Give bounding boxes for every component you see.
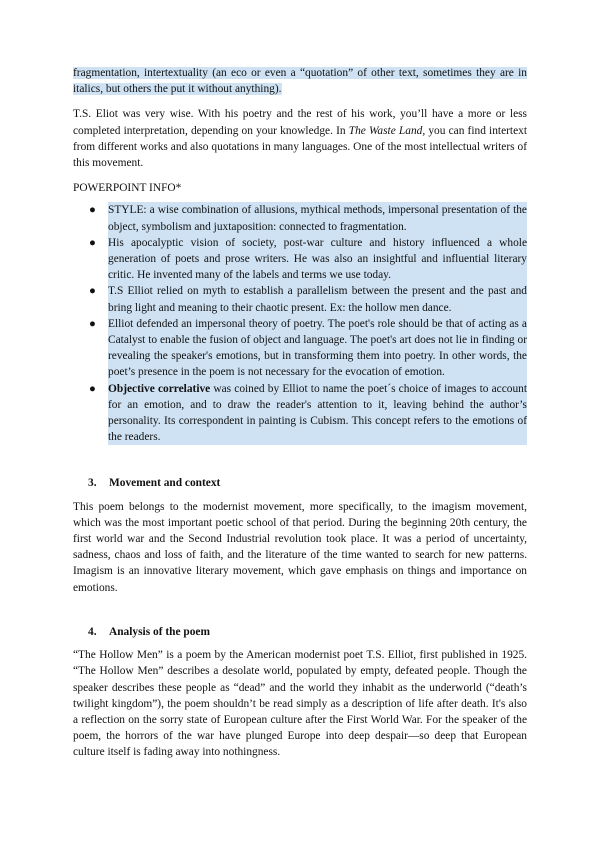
list-item-text: His apocalyptic vision of society, post-war culture and history influenced a whole generation of poets and prose writers. He was also an insightful and influential literary critic. He invented many of the labels and terms we use today. — [108, 236, 527, 282]
list-item — [73, 316, 527, 381]
eliot-paragraph — [73, 106, 527, 171]
bullet-icon: ● — [89, 317, 96, 330]
powerpoint-bullet-list — [73, 202, 527, 445]
section-number: 4. — [88, 625, 97, 638]
section-title: Movement and context — [109, 477, 221, 490]
bullet-icon: ● — [89, 204, 96, 217]
movement-paragraph: This poem belongs to the modernist movement, more specifically, to the imagism movement, which was the most important poetic school of that period. During the beginning 20th century, the first world war and the Second Industrial revolution took place. It was a period of uncertainty, sadness, chaos and loss of faith, and the literature of the time wanted to search for new patterns. Imagism is an innovative literary movement, which gave emphasis on things and importance on emotions. — [73, 500, 527, 594]
intro-continuation-paragraph — [73, 65, 527, 97]
section-title: Analysis of the poem — [109, 625, 210, 638]
document-page — [73, 65, 527, 770]
list-item — [73, 283, 527, 315]
highlighted-text: fragmentation, intertextuality (an eco or even a “quotation” of other text, sometimes they are in italics, but others the put it without anything). — [73, 67, 527, 96]
section-heading-analysis — [73, 624, 527, 640]
powerpoint-label: POWERPOINT INFO* — [73, 182, 182, 195]
bullet-icon: ● — [89, 285, 96, 298]
section-heading-movement — [73, 475, 527, 491]
work-title: The Waste Land, — [348, 124, 426, 137]
list-item-text: STYLE: a wise combination of allusions, mythical methods, impersonal presentation of the object, symbolism and juxtaposition: connected to fragmentation. — [108, 204, 527, 233]
bullet-icon: ● — [89, 382, 96, 395]
bullet-icon: ● — [89, 236, 96, 249]
list-item — [73, 381, 527, 446]
list-item-text: T.S Elliot relied on myth to establish a parallelism between the present and the past and bring light and meaning to their chaotic present. Ex: the hollow men dance. — [108, 285, 527, 314]
bold-term: Objective correlative — [108, 382, 211, 395]
list-item — [73, 202, 527, 234]
list-item-text: was coined by Elliot to name the poet´s choice of images to account for an emotion, and to draw the reader's attention to it, leaving behind the author’s personality. Its correspondent in painting is Cubism. This concept refers to the emotions of the readers. — [108, 382, 527, 444]
paragraph-text: T.S. Eliot was very wise. With his poetry and the rest of his work, you’ll have a more or less completed interpretation, depending on your knowledge. In — [73, 108, 527, 137]
list-item — [73, 235, 527, 284]
paragraph-text: you can find intertext from different works and also quotations in many languages. One of the most intellectual writers of this movement. — [73, 124, 528, 170]
analysis-paragraph: “The Hollow Men” is a poem by the American modernist poet T.S. Elliot, first published in 1925. “The Hollow Men” describes a desolate world, populated by empty, defeated people. Though the speaker describes these people as “dead” and the world they inhabit as the underworld (“death’s twilight kingdom”), the poem shouldn’t be read simply as a description of life after death. It's also a reflection on the sorry state of European culture after the First World War. For the speaker of the poem, the horrors of the war have plunged Europe into deep despair—so deep that European culture itself is fading away into nothingness. — [73, 649, 527, 759]
section-number: 3. — [88, 477, 97, 490]
list-item-text: Elliot defended an impersonal theory of poetry. The poet's role should be that of acting as a Catalyst to enable the fusion of object and language. The poet's art does not lie in finding or revealing the speaker's emotions, but in transforming them into poetry. In other words, the poet’s presence in the poem is not necessary for the evocation of emotion. — [108, 317, 527, 379]
